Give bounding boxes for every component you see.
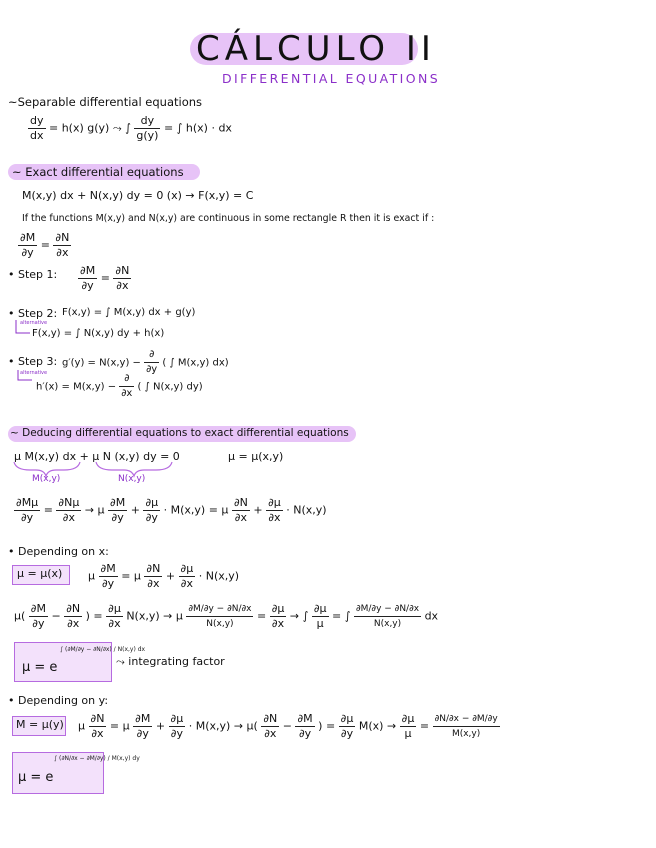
dx2-c: → ∫	[289, 609, 309, 623]
dy-n2-num: ∂N	[263, 712, 278, 725]
sep-rhs: = ∫ h(x) · dx	[163, 121, 232, 135]
step2-equation: F(x,y) = ∫ M(x,y) dx + g(y)	[62, 307, 196, 318]
d2-a-num: ∂Mμ	[16, 496, 39, 509]
dy-m2-den: ∂y	[298, 727, 312, 740]
mu-x-box-text: μ = μ(x)	[17, 567, 63, 580]
step3-arrow-icon	[18, 370, 32, 380]
brace-m-icon	[14, 462, 80, 476]
dy-pre: μ	[78, 719, 85, 733]
d2-e-den: ∂y	[145, 511, 158, 524]
dep-y-result: μ = e	[18, 770, 54, 785]
dx1-b: = μ	[121, 569, 141, 583]
dep-x-result: μ = e	[22, 660, 58, 675]
step1-lhs-den: ∂y	[81, 279, 94, 292]
dx2-a: N(x,y) → μ	[126, 609, 183, 623]
d2-h-den: ∂x	[268, 511, 281, 524]
d2-b-num: ∂Nμ	[58, 496, 80, 509]
dy-m2-num: ∂M	[297, 712, 313, 725]
depending-x-label: • Depending on x:	[8, 545, 109, 558]
step3-eq-text: g′(y) = N(x,y) −	[62, 357, 141, 369]
dx2-b: =	[256, 609, 267, 623]
dy-n2-den: ∂x	[264, 727, 277, 740]
d2-g-num: ∂N	[233, 496, 248, 509]
brace-label-m: M(x,y)	[32, 474, 61, 484]
cond-rhs-den: ∂x	[56, 246, 69, 259]
dx2-n-num: ∂N	[66, 602, 81, 615]
step3-alt-frac-num: ∂	[119, 372, 134, 387]
step1-rhs-den: ∂x	[116, 279, 129, 292]
step3-frac-num: ∂	[144, 348, 159, 363]
dx2-big2-num: ∂M/∂y − ∂N/∂x	[354, 602, 421, 617]
exact-main-equation: M(x,y) dx + N(x,y) dy = 0 (x) → F(x,y) = C	[22, 189, 254, 202]
deducing-main-equation: μ M(x,y) dx + μ N (x,y) dy = 0	[14, 450, 180, 463]
section-deducing-title: ~ Deducing differential equations to exact differential equations	[10, 427, 349, 439]
page-subtitle: DIFFERENTIAL EQUATIONS	[222, 71, 441, 86]
dy-a: = μ	[109, 719, 130, 733]
exact-condition-text: If the functions M(x,y) and N(x,y) are continuous in some rectangle R then it is exact if :	[22, 213, 435, 224]
dx1-a-num: ∂M	[100, 562, 116, 575]
step3-tail: ( ∫ M(x,y) dx)	[162, 357, 229, 369]
dx2-d: = ∫	[332, 609, 351, 623]
step1-label: • Step 1:	[8, 268, 58, 281]
d2-h-num: ∂μ	[268, 496, 281, 509]
dy-n-num: ∂N	[90, 712, 105, 725]
step2-alt-equation: F(x,y) = ∫ N(x,y) dy + h(x)	[32, 328, 165, 339]
dx1-a-den: ∂y	[101, 577, 115, 590]
exact-condition-equation: $\frac{\partial M}{\partial y}$ = $\frac{\partial N}{\partial x}$	[20, 231, 70, 259]
dy-dmu-num: ∂μ	[170, 712, 184, 725]
deducing-mu-definition: μ = μ(x,y)	[228, 450, 284, 463]
cond-rhs-num: ∂N	[55, 231, 70, 244]
sep-frac-num: dy	[134, 114, 160, 129]
cond-lhs-num: ∂M	[20, 231, 36, 244]
page-title: CÁLCULO II	[196, 29, 436, 69]
dy-big-num: ∂N/∂x − ∂M/∂y	[433, 712, 500, 727]
dep-y-equation: μ $\frac{\partial N}{\partial x}$ = μ $\frac{\partial M}{\partial y}$ + $\frac{\partial\mu}{\partial y}$ · M(x,y) → μ( $\frac{\partial N}{\partial x}$ − $\frac{\partial M}{\partial y}$ ) = $\frac{\partial\mu}{\partial y}$ M(x) → $\frac{\partial\mu}{\mu}$ = $\frac{\partial N/\partial x - \partial M/\partial y}{M(x,y)}$	[78, 712, 498, 740]
sep-lhs-den: dx	[30, 129, 44, 142]
step3-alt-note: alternative	[20, 370, 48, 376]
dx2-dmu2-num: ∂μ	[271, 602, 285, 615]
dy-m-num: ∂M	[135, 712, 151, 725]
dx2-n-den: ∂x	[67, 617, 80, 630]
dx1-d-den: ∂x	[180, 577, 193, 590]
dep-y-result-exponent: ∫ (∂N/∂x − ∂M/∂y) / M(x,y) dy	[54, 755, 140, 762]
dx2-e: dx	[424, 609, 439, 623]
dep-x-integrating-factor-note: ⤳ integrating factor	[116, 655, 225, 668]
dx2-dmu2-den: ∂x	[271, 617, 285, 630]
cond-lhs-den: ∂y	[21, 246, 34, 259]
step1-lhs-num: ∂M	[80, 264, 96, 277]
d2-c: → μ	[84, 503, 105, 517]
step1-rhs-num: ∂N	[115, 264, 130, 277]
dx2-mu-num: ∂μ	[313, 602, 327, 615]
dep-x-equation-2: μ( $\frac{\partial M}{\partial y}$ − $\frac{\partial N}{\partial x}$ ) = $\frac{\partial\mu}{\partial x}$ N(x,y) → μ $\frac{\partial M/\partial y - \partial N/\partial x}{N(x,y)}$ = $\frac{\partial\mu}{\partial x}$ → ∫ $\frac{\partial\mu}{\mu}$ = ∫ $\frac{\partial M/\partial y - \partial N/\partial x}{N(x,y)}$ dx	[14, 602, 439, 630]
d2-f: · M(x,y) = μ	[163, 503, 229, 517]
step2-arrow-icon	[16, 320, 30, 333]
dy-m-den: ∂y	[136, 727, 149, 740]
dx2-m-den: ∂y	[32, 617, 45, 630]
dy-dmu3-den: μ	[404, 727, 412, 740]
dy-d: M(x) →	[358, 719, 397, 733]
sep-mid: = h(x) g(y) ⤳ ∫	[49, 121, 131, 135]
dy-n-den: ∂x	[91, 727, 104, 740]
dx2-pre: μ(	[14, 609, 26, 623]
step3-frac-den: ∂y	[146, 364, 158, 375]
sep-frac-den: g(y)	[136, 129, 159, 142]
step1-equation: $\frac{\partial M}{\partial y}$ = $\frac{\partial N}{\partial x}$	[80, 264, 130, 292]
dy-dmu-den: ∂y	[170, 727, 183, 740]
d2-i: · N(x,y)	[286, 503, 327, 517]
dep-x-equation-1: μ $\frac{\partial M}{\partial y}$ = μ $\frac{\partial N}{\partial x}$ + $\frac{\partial\mu}{\partial x}$ · N(x,y)	[88, 562, 240, 590]
brace-n-icon	[96, 462, 172, 476]
dx2-big-den: N(x,y)	[206, 619, 234, 629]
step3-alt-text: h′(x) = M(x,y) −	[36, 381, 117, 393]
dx1-c-den: ∂x	[147, 577, 160, 590]
d2-e-num: ∂μ	[145, 496, 159, 509]
dep-x-result-exponent: ∫ (∂M/∂y − ∂N/∂x) / N(x,y) dx	[60, 646, 146, 653]
dx2-m-num: ∂M	[30, 602, 46, 615]
dy-b: · M(x,y) → μ(	[188, 719, 258, 733]
step3-label: • Step 3:	[8, 355, 58, 368]
d2-d-num: ∂M	[110, 496, 126, 509]
depending-y-label: • Depending on y:	[8, 694, 109, 707]
dx2-big-num: ∂M/∂y − ∂N/∂x	[186, 602, 253, 617]
dx2-close: ) =	[85, 609, 103, 623]
dy-dmu2-den: ∂y	[340, 727, 354, 740]
section-exact-title: ~ Exact differential equations	[12, 165, 184, 179]
d2-d-den: ∂y	[111, 511, 124, 524]
dy-dmu3-num: ∂μ	[401, 712, 415, 725]
brace-label-n: N(x,y)	[118, 474, 146, 484]
step2-label: • Step 2:	[8, 307, 58, 320]
mu-y-box-text: M = μ(y)	[16, 718, 64, 731]
dy-c: ) =	[318, 719, 336, 733]
step3-alt-tail: ( ∫ N(x,y) dy)	[137, 381, 203, 393]
dx2-big2-den: N(x,y)	[373, 619, 402, 629]
dx2-dmu-den: ∂x	[108, 617, 121, 630]
deducing-equation-2: $\frac{\partial M\mu}{\partial y}$ = $\frac{\partial N\mu}{\partial x}$ → μ $\frac{\partial M}{\partial y}$ + $\frac{\partial\mu}{\partial y}$ · M(x,y) = μ $\frac{\partial N}{\partial x}$ + $\frac{\partial\mu}{\partial x}$ · N(x,y)	[16, 496, 327, 524]
dx1-pre: μ	[88, 569, 95, 583]
sep-lhs-num: dy	[30, 114, 44, 127]
section-separable-title: ~Separable differential equations	[8, 95, 203, 109]
d2-a-den: ∂y	[20, 511, 34, 524]
dx2-mu-den: μ	[316, 617, 324, 630]
dx1-d-num: ∂μ	[180, 562, 194, 575]
d2-g-den: ∂x	[234, 511, 247, 524]
dy-big-den: M(x,y)	[451, 729, 481, 739]
d2-b-den: ∂x	[62, 511, 75, 524]
dx1-e: · N(x,y)	[198, 569, 240, 583]
step3-alt-frac-den: ∂x	[121, 388, 133, 399]
dx2-dmu-num: ∂μ	[108, 602, 121, 615]
dx1-c-num: ∂N	[146, 562, 161, 575]
step2-alt-note: alternative	[20, 320, 48, 326]
dy-e: =	[419, 719, 430, 733]
dy-dmu2-num: ∂μ	[340, 712, 354, 725]
